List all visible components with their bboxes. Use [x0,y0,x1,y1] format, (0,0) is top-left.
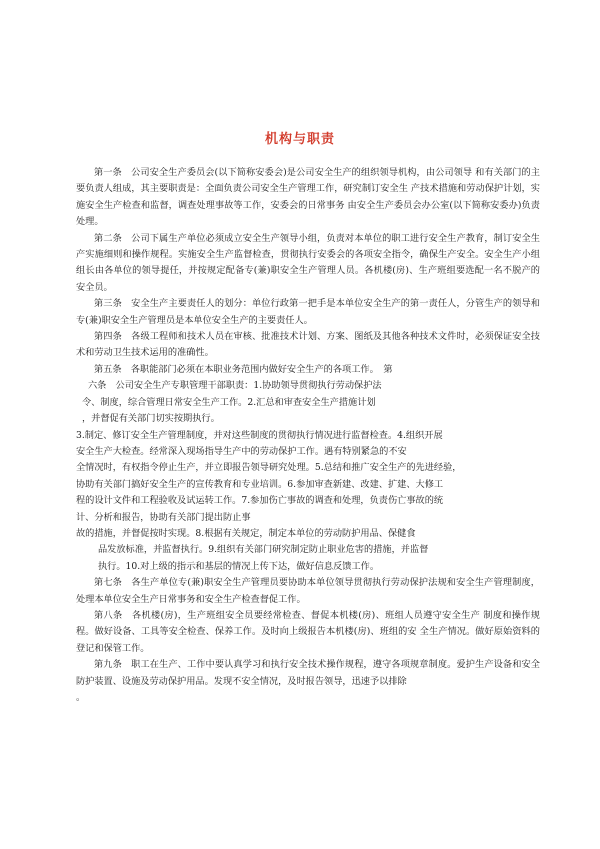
document-body [76,165,540,706]
article-7: 第七条 各生产单位专(兼)职安全生产管理员要协助本单位领导贯彻执行劳动保护法规和安全生产管理制度，处理本单位安全生产日常事务和安全生产检查督促工作。 [76,577,540,605]
article-6-duty-line: 故的措施，并督促按时实现。8.根据有关规定，制定本单位的劳动防护用品、保健食 [76,527,416,539]
article-2: 第二条 公司下属生产单位必须成立安全生产领导小组，负责对本单位的职工进行安全生产教育，制订安全生产实施细则和操作规程。实施安全生产监督检查，贯彻执行安委会的各项安全指令，确保生产安全。安全生产小组组长由各单位的领导提任，并按规定配备专(兼)职安全生产管理人员。各机楼(房)、生产班组要选配一名不脱产的安全员。 [76,232,540,293]
article-6-duty-line: 计、分析和报告，协助有关部门提出防止事 [76,511,251,523]
article-6-duty-line: 品发放标准，并监督执行。9.组织有关部门研究制定防止职业危害的措施，并监督 [98,544,429,556]
article-9-end-mark: 。 [76,692,86,703]
article-3: 第三条 安全生产主要责任人的划分：单位行政第一把手是本单位安全生产的第一责任人，分管生产的领导和专(兼)职安全生产管理员是本单位安全生产的主要责任人。 [76,298,540,326]
article-6-duty-line: 程的设计文件和工程验收及试运转工作。7.参加伤亡事故的调查和处理，负责伤亡事故的统 [76,495,444,507]
article-6-line: 令、制度，综合管理日常安全生产工作。2.汇总和审查安全生产措施计划 [82,396,376,408]
article-6-duty-line: 执行。10.对上级的指示和基层的情况上传下达，做好信息反馈工作。 [98,560,380,572]
article-6-duty-line: 全情况时，有权指令停止生产，并立即报告领导研究处理。5.总结和推广安全生产的先进经验， [76,462,462,474]
article-6-duty-line: 安全生产大检查。经常深入现场指导生产中的劳动保护工作。遇有特别紧急的不安 [76,445,407,457]
article-1: 第一条 公司安全生产委员会(以下简称安委会)是公司安全生产的组织领导机构，由公司领导 和有关部门的主要负责人组成，其主要职责是：全面负责公司安全生产管理工作，研究制订安全生 产技术措施和劳动保护计划，实施安全生产检查和监督，调查处理事故等工作，安委会的日常事务 由安全生产委员会办公室(以下简称安委办)负责处理。 [76,167,540,228]
article-6-duty-line: 3.制定、修订安全生产管理制度，并对这些制度的贯彻执行情况进行监督检查。4.组织开展 [76,429,443,441]
article-6-line: ，并督促有关部门切实按期执行。 [82,413,220,425]
article-8: 第八条 各机楼(房)，生产班组安全员要经常检查、督促本机楼(房)、班组人员遵守安全生产 制度和操作规程。做好设备、工具等安全检查、保养工作。及时向上级报告本机楼(房)、班组的安 全生产情况。做好原始资料的登记和保管工作。 [76,609,540,654]
article-6-line: 六条 公司安全生产专职管理干部职责：1.协助领导贯彻执行劳动保护法 [88,380,382,392]
article-6-duty-line: 协助有关部门搞好安全生产的宣传教育和专业培训。6.参加审查新建、改建、扩建、大修工 [76,478,444,490]
page-title: 机构与职责 [264,132,335,147]
article-4: 第四条 各级工程师和技术人员在审核、批准技术计划、方案、图纸及其他各种技术文件时，必须保证安全技术和劳动卫生技术运用的准确性。 [76,331,540,359]
article-9: 第九条 职工在生产、工作中要认真学习和执行安全技术操作规程，遵守各项规章制度。爱护生产设备和安全防护装置、设施及劳动保护用品。发现不安全情况，及时报告领导，迅速予以排除 [76,659,540,687]
article-5-line: 第五条 各职能部门必须在本职业务范围内做好安全生产的各项工作。 第 [94,363,393,375]
